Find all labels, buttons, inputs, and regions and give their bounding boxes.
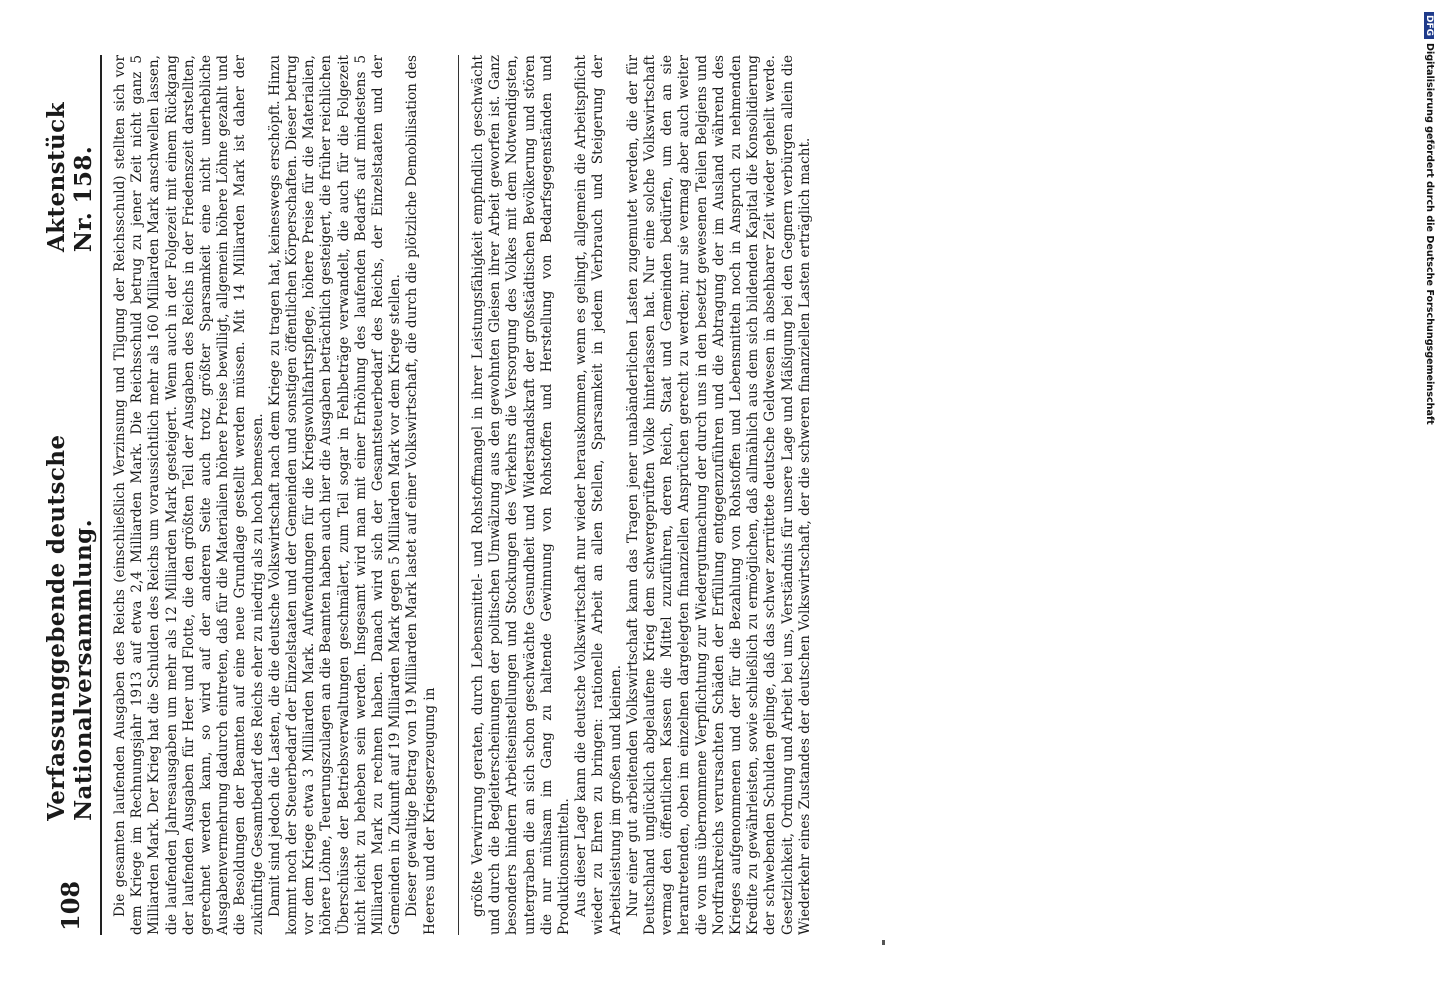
text-column-2 — [470, 55, 813, 935]
page-title: Verfassunggebende deutsche Nationalversammlung. — [43, 434, 97, 821]
paragraph: Die gesamten laufenden Ausgaben des Reichs (einschließlich Verzinsung und Tilgung der Reichsschuld) stellten sich vor dem Kriege im Rechnungsjahr 1913 auf etwa 2,4 Milliarden Mark. Die Reichsschuld betrug zu jener Zeit nicht ganz 5 Milliarden Mark. Der Krieg hat die Schulden des Reichs um voraussichtlich mehr als 160 Milliarden Mark anschwellen lassen, die laufenden Jahresausgaben um mehr als 12 Milliarden Mark gesteigert. Wenn auch in der Folgezeit mit einem Rückgang der laufenden Ausgaben für Heer und Flotte, die den größten Teil der Ausgaben des Reichs in der Friedenszeit darstellten, gerechnet werden kann, so wird auf der anderen Seite auch trotz größter Sparsamkeit eine nicht unerhebliche Ausgabenvermehrung dadurch eintreten, daß für die Materialien höhere Preise bewilligt, allgemein höhere Löhne gezahlt und die Besoldungen der Beamten auf eine neue Grundlage gestellt werden müssen. Mit 14 Milliarden Mark ist daher der zukünftige Gesamtbedarf des Reichs eher zu niedrig als zu hoch bemessen. — [112, 55, 266, 935]
rotated-page — [40, 55, 860, 935]
paragraph: Nur einer gut arbeitenden Volkswirtschaft kann das Tragen jener unabänderlichen Lasten zugemutet werden, die der für Deutschland unglücklich abgelaufene Krieg dem schwergeprüften Volke hinterlassen hat. Nur eine solche Volkswirtschaft vermag den öffentlichen Kassen die Mittel zuzuführen, deren Reich, Staat und Gemeinden bedürfen, um den an sie herantretenden, oben im einzelnen dargelegten finanziellen Ansprüchen gerecht zu werden; nur sie vermag aber auch weiter die von uns übernommene Verpflichtung zur Wiedergutmachung der durch uns in den besetzt gewesenen Teilen Belgiens und Nordfrankreichs verursachten Schäden der Erfüllung entgegenzuführen und die Abtragung der im Ausland während des Krieges aufgenommenen und der für die Bezahlung von Rohstoffen und Lebensmitteln noch in Anspruch zu nehmenden Kredite zu gewährleisten, sowie schließlich zu ermöglichen, daß allmählich aus dem sich bildenden Kapital die Konsolidierung der schwebenden Schulden gelinge, daß das schwer zerrüttete deutsche Geldwesen in absehbarer Zeit wieder geheilt werde. Gesetzlichkeit, Ordnung und Arbeit bei uns, Verständnis für unsere Lage und Mäßigung bei den Gegnern verbürgen allein die Wiederkehr eines Zustandes der deutschen Volkswirtschaft, der die schweren finanziellen Lasten erträglich macht. — [624, 55, 813, 935]
paragraph: Aus dieser Lage kann die deutsche Volkswirtschaft nur wieder herauskommen, wenn es gelingt, allgemein die Arbeitspflicht wieder zu Ehren zu bringen: rationelle Arbeit an allen Stellen, Sparsamkeit in jedem Verbrauch und Steigerung der Arbeitsleistung im großen und kleinen. — [573, 55, 624, 935]
paragraph: Dieser gewaltige Betrag von 19 Milliarden Mark lastet auf einer Volkswirtschaft, die durch die plötzliche Demobilisation des Heeres und der Kriegserzeugung in — [404, 55, 438, 935]
paragraph: größte Verwirrung geraten, durch Lebensmittel- und Rohstoffmangel in ihrer Leistungsfähigkeit empfindlich geschwächt und durch die Begleiterscheinungen der politischen Umwälzung aus den gewohnten Gleisen ihrer Arbeit geworfen ist. Ganz besonders hindern Arbeitseinstellungen und Stockungen des Verkehrs die Versorgung des Volkes mit dem Notwendigsten, untergraben die an sich schon geschwächte Gesundheit und Widerstandskraft der großstädtischen Bevölkerung und stören die nur mühsam im Gang zu haltende Gewinnung von Rohstoffen und Herstellung von Bedarfsgegenständen und Produktionsmitteln. — [470, 55, 573, 935]
page-header — [40, 55, 100, 935]
dfg-logo: DFG — [1424, 12, 1434, 39]
header-rule — [100, 55, 102, 935]
text-column-1 — [112, 55, 452, 935]
credit-text-wrapper — [1417, 8, 1435, 993]
page-number: 108 — [55, 880, 85, 931]
document-number: Aktenstück Nr. 158. — [43, 102, 97, 253]
column-rule — [458, 55, 459, 935]
paragraph: Damit sind jedoch die Lasten, die die deutsche Volkswirtschaft nach dem Kriege zu tragen hat, keineswegs erschöpft. Hinzu kommt noch der Steuerbedarf der Einzelstaaten und der Gemeinden und sonstigen öffentlichen Körperschaften. Dieser betrug vor dem Kriege etwa 3 Milliarden Mark. Aufwendungen für die Kriegswohlfahrtspflege, höhere Preise für die Materialien, höhere Löhne, Teuerungszulagen an die Beamten haben auch hier die Ausgaben beträchtlich gesteigert, die früher reichlichen Überschüsse der Betriebsverwaltungen geschmälert, zum Teil sogar in Fehlbeträge verwandelt, die auch für die Folgezeit nicht leicht zu beheben sein werden. Insgesamt wird man mit einer Erhöhung des laufenden Bedarfs auf mindestens 5 Milliarden Mark zu rechnen haben. Danach wird sich der Gesamtsteuerbedarf des Reichs, der Einzelstaaten und der Gemeinden in Zukunft auf 19 Milliarden Mark gegen 5 Milliarden Mark vor dem Kriege stellen. — [266, 55, 404, 935]
digitization-credit-strip — [1418, 8, 1436, 993]
scan-speck — [882, 940, 885, 945]
credit-text: Digitalisierung gefördert durch die Deutsche Forschungsgemeinschaft — [1424, 43, 1435, 425]
